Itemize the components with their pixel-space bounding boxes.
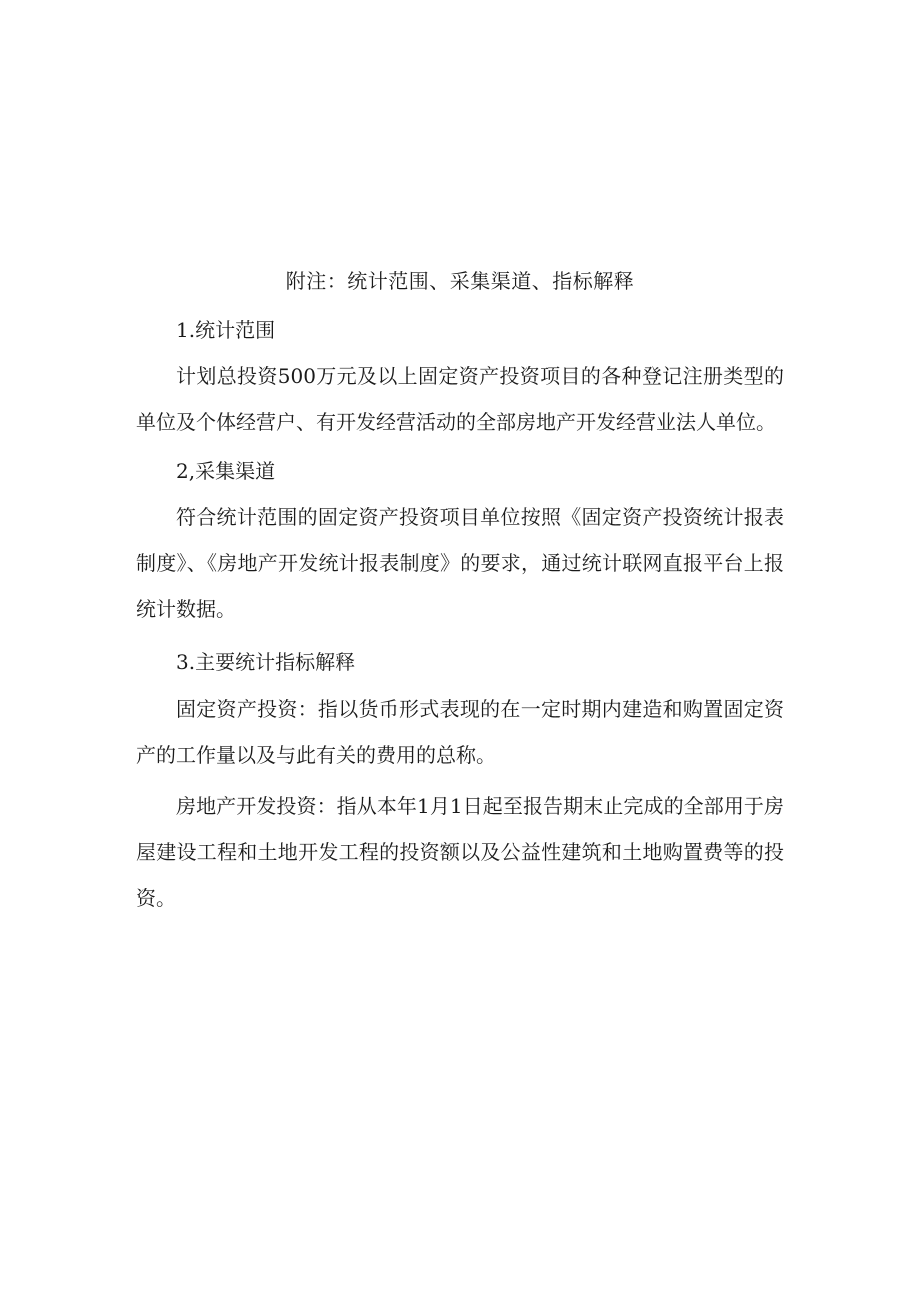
section-heading-scope: 1.统计范围 [176,318,276,342]
paragraph-channel: 符合统计范围的固定资产投资项目单位按照《固定资产投资统计报表制度》、《房地产开发统计报表制度》的要求，通过统计联网直报平台上报统计数据。 [136,505,784,621]
paragraph-scope: 计划总投资500万元及以上固定资产投资项目的各种登记注册类型的单位及个体经营户、有开发经营活动的全部房地产开发经营业法人单位。 [136,364,784,434]
paragraph-fixed-asset-investment: 固定资产投资：指以货币形式表现的在一定时期内建造和购置固定资产的工作量以及与此有关的费用的总称。 [136,697,784,767]
paragraph-real-estate-investment: 房地产开发投资：指从本年1月1日起至报告期末止完成的全部用于房屋建设工程和土地开发工程的投资额以及公益性建筑和土地购置费等的投资。 [136,794,784,910]
section-heading-channel: 2,采集渠道 [176,459,276,483]
section-heading-indicators: 3.主要统计指标解释 [176,650,356,674]
document-title: 附注：统计范围、采集渠道、指标解释 [285,269,635,293]
